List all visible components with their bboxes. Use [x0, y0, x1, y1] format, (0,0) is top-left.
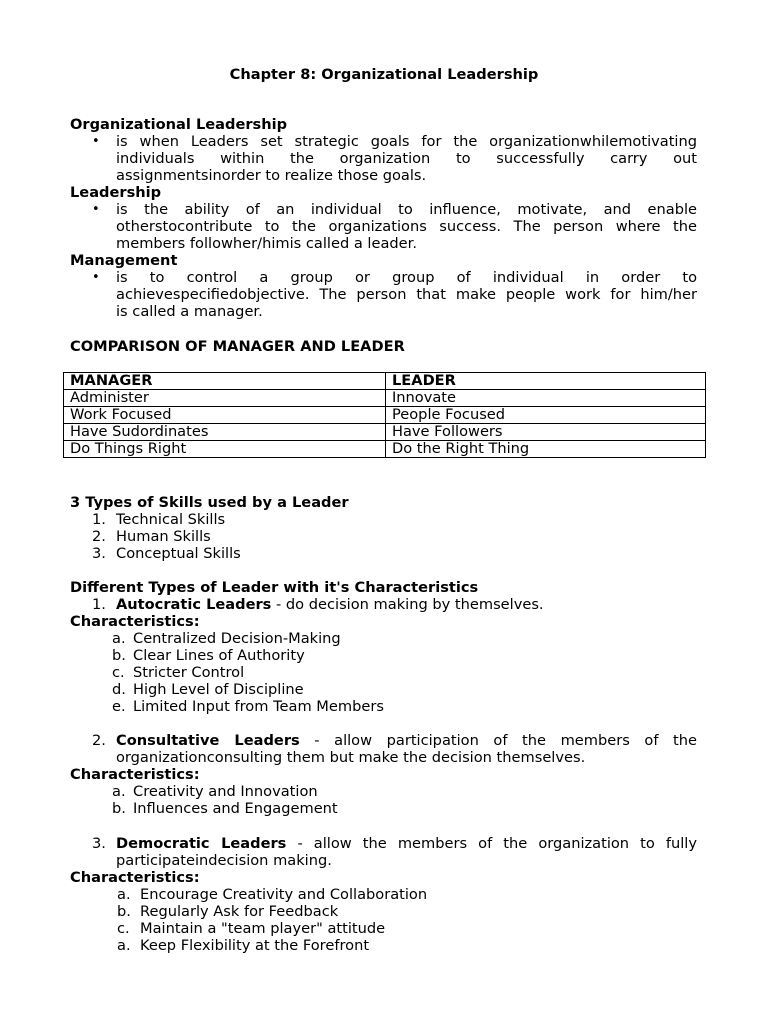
leader-type-description: - allow the members of the organization to fully: [286, 835, 697, 852]
list-item-letter: a.: [117, 886, 131, 903]
table-cell: Have Sudordinates: [64, 424, 386, 441]
list-item: Human Skills: [116, 528, 211, 545]
table-cell: Innovate: [386, 390, 706, 407]
table-cell: People Focused: [386, 407, 706, 424]
term-heading: Management: [70, 252, 178, 269]
list-item-number: 1.: [92, 511, 106, 528]
list-item-number: 2.: [92, 528, 106, 545]
definition-line: is when Leaders set strategic goals for the organizationwhilemotivating: [116, 133, 697, 150]
leader-type-description: - allow participation of the members of the: [299, 732, 697, 749]
definition-line: individuals within the organization to successfully carry out: [116, 150, 697, 167]
definition-line: achievespecifiedobjective. The person that make people work for him/her: [116, 286, 697, 303]
list-item: Creativity and Innovation: [133, 783, 318, 800]
table-header-row: [64, 373, 706, 390]
list-item: High Level of Discipline: [133, 681, 304, 698]
list-item: Encourage Creativity and Collaboration: [140, 886, 428, 903]
term-heading: Organizational Leadership: [70, 116, 288, 133]
definition-line: assignmentsinorder to realize those goals.: [116, 167, 427, 184]
table-row: [64, 424, 706, 441]
definition-line: is the ability of an individual to influence, motivate, and enable: [116, 201, 697, 218]
page-title: Chapter 8: Organizational Leadership: [229, 66, 539, 83]
list-item-number: 3.: [92, 835, 106, 852]
list-item-letter: c.: [117, 920, 130, 937]
leader-type-description: organizationconsulting them but make the decision themselves.: [116, 749, 586, 766]
column-header-manager: MANAGER: [64, 373, 386, 390]
leader-type-name: Consultative Leaders: [116, 732, 300, 749]
list-item-number: 3.: [92, 545, 106, 562]
leader-type-line: [116, 732, 697, 749]
list-item-letter: b.: [112, 800, 126, 817]
list-item-number: 1.: [92, 596, 106, 613]
leader-type-description: participateindecision making.: [116, 852, 332, 869]
table-row: [64, 441, 706, 458]
list-item-letter: a.: [112, 630, 126, 647]
table-cell: Administer: [64, 390, 386, 407]
definition-line: otherstocontribute to the organizations success. The person where the: [116, 218, 697, 235]
bullet-icon: •: [92, 270, 100, 285]
list-item: Conceptual Skills: [116, 545, 241, 562]
list-item-letter: e.: [112, 698, 126, 715]
list-item-number: 2.: [92, 732, 106, 749]
skills-heading: 3 Types of Skills used by a Leader: [70, 494, 349, 511]
bullet-icon: •: [92, 202, 100, 217]
list-item-letter: b.: [117, 903, 131, 920]
list-item: Keep Flexibility at the Forefront: [140, 937, 370, 954]
list-item: Maintain a "team player" attitude: [140, 920, 386, 937]
list-item: Stricter Control: [133, 664, 245, 681]
table-cell: Do Things Right: [64, 441, 386, 458]
leader-type-description: - do decision making by themselves.: [271, 596, 544, 613]
list-item-letter: d.: [112, 681, 126, 698]
list-item-letter: b.: [112, 647, 126, 664]
list-item: Influences and Engagement: [133, 800, 338, 817]
characteristics-label: Characteristics:: [70, 869, 200, 886]
term-heading: Leadership: [70, 184, 162, 201]
leader-types-heading: Different Types of Leader with it's Characteristics: [70, 579, 479, 596]
leader-type-line: [116, 596, 544, 613]
leader-type-line: [116, 835, 697, 852]
list-item: Limited Input from Team Members: [133, 698, 384, 715]
list-item: Clear Lines of Authority: [133, 647, 305, 664]
list-item: Regularly Ask for Feedback: [140, 903, 339, 920]
table-cell: Have Followers: [386, 424, 706, 441]
definition-line: is to control a group or group of individual in order to: [116, 269, 697, 286]
list-item: Technical Skills: [116, 511, 226, 528]
table-row: [64, 407, 706, 424]
leader-type-name: Autocratic Leaders: [116, 596, 272, 613]
comparison-table: [63, 372, 706, 458]
bullet-icon: •: [92, 134, 100, 149]
list-item-letter: a.: [112, 783, 126, 800]
leader-type-name: Democratic Leaders: [116, 835, 287, 852]
characteristics-label: Characteristics:: [70, 613, 200, 630]
characteristics-label: Characteristics:: [70, 766, 200, 783]
list-item-letter: c.: [112, 664, 125, 681]
definition-line: is called a manager.: [116, 303, 263, 320]
table-row: [64, 390, 706, 407]
list-item-letter: a.: [117, 937, 131, 954]
table-cell: Work Focused: [64, 407, 386, 424]
table-cell: Do the Right Thing: [386, 441, 706, 458]
definition-line: members followher/himis called a leader.: [116, 235, 417, 252]
comparison-heading: COMPARISON OF MANAGER AND LEADER: [70, 338, 405, 355]
column-header-leader: LEADER: [386, 373, 706, 390]
list-item: Centralized Decision-Making: [133, 630, 341, 647]
